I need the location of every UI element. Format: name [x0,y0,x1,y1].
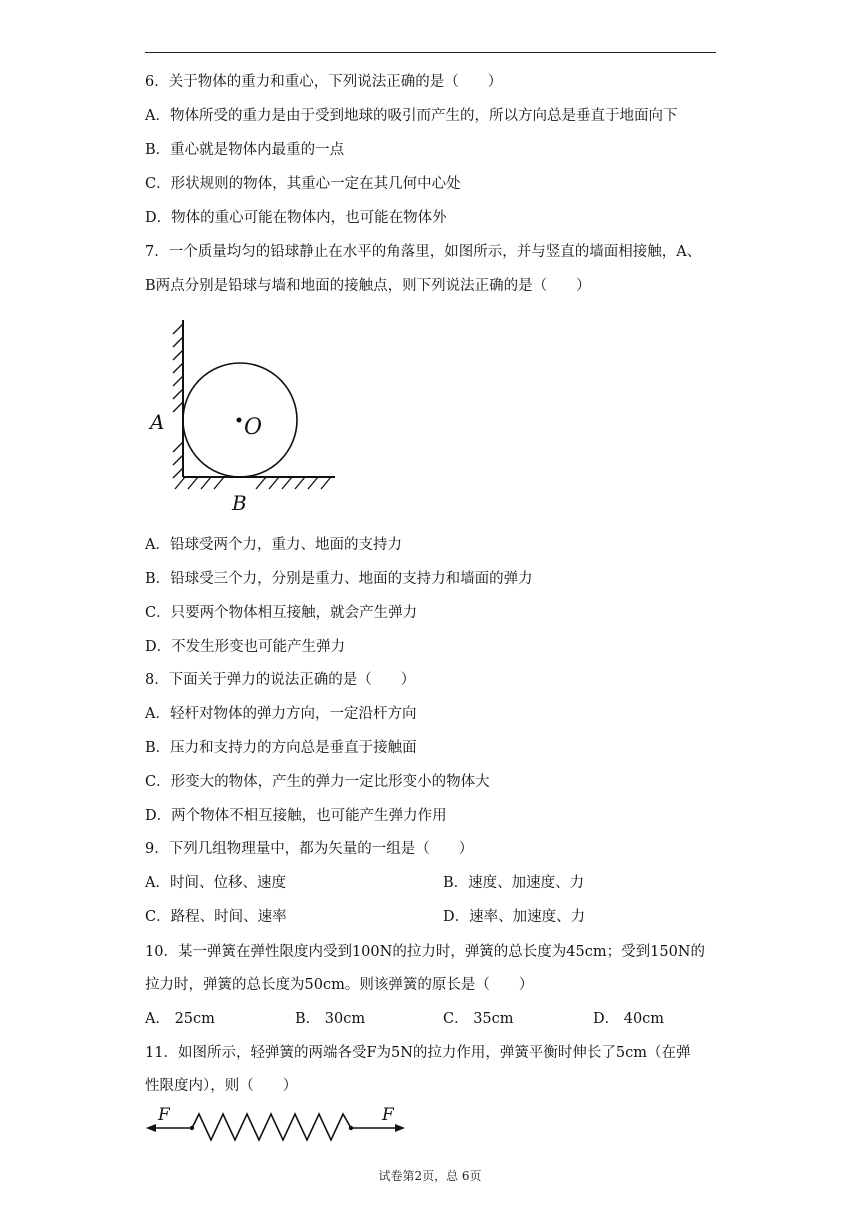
q9-option-a: A．时间、位移、速度 [145,875,286,891]
q11-stem-line1: 11．如图所示，轻弹簧的两端各受F为5N的拉力作用，弹簧平衡时伸长了5cm（在弹 [145,1045,691,1061]
label-f-left: F [158,1105,170,1125]
label-f-right: F [382,1105,394,1125]
header-rule [145,52,716,53]
q7-option-c: C．只要两个物体相互接触，就会产生弹力 [145,605,418,621]
q6-option-b: B．重心就是物体内最重的一点 [145,142,345,158]
q8-stem: 8．下面关于弹力的说法正确的是（ ） [145,672,416,688]
q6-option-d: D．物体的重心可能在物体内，也可能在物体外 [145,210,447,226]
q8-option-c: C．形变大的物体，产生的弹力一定比形变小的物体大 [145,774,490,790]
page-footer: 试卷第2页，总 6页 [378,1169,482,1183]
q10-option-c: C． 35cm [443,1011,514,1027]
q10-option-a: A． 25cm [145,1011,215,1027]
q10-stem-line2: 拉力时，弹簧的总长度为50cm。则该弹簧的原长是（ ） [145,977,534,993]
q10-option-d: D． 40cm [593,1011,665,1027]
q6-option-a: A．物体所受的重力是由于受到地球的吸引而产生的，所以方向总是垂直于地面向下 [145,108,678,124]
q7-stem-line2: B两点分别是铅球与墙和地面的接触点，则下列说法正确的是（ ） [145,278,591,294]
q6-option-c: C．形状规则的物体，其重心一定在其几何中心处 [145,176,461,192]
q8-option-a: A．轻杆对物体的弹力方向，一定沿杆方向 [145,706,417,722]
q7-option-a: A．铅球受两个力，重力、地面的支持力 [145,537,402,553]
q7-option-b: B．铅球受三个力，分别是重力、地面的支持力和墙面的弹力 [145,571,533,587]
q11-spring-figure [144,1102,409,1142]
q9-option-c: C．路程、时间、速率 [145,909,287,925]
q11-stem-line2: 性限度内），则（ ） [145,1078,298,1094]
label-a: A [150,410,165,434]
label-o: O [244,415,263,440]
q10-stem-line1: 10．某一弹簧在弹性限度内受到100N的拉力时，弹簧的总长度为45cm；受到150N的 [145,944,705,960]
q6-stem: 6．关于物体的重力和重心，下列说法正确的是（ ） [145,74,503,90]
q10-option-b: B． 30cm [295,1011,366,1027]
q8-option-b: B．压力和支持力的方向总是垂直于接触面 [145,740,417,756]
q9-option-b: B．速度、加速度、力 [443,875,585,891]
q7-option-d: D．不发生形变也可能产生弹力 [145,639,346,655]
q8-option-d: D．两个物体不相互接触，也可能产生弹力作用 [145,808,447,824]
q9-stem: 9．下列几组物理量中，都为矢量的一组是（ ） [145,841,474,857]
q7-stem-line1: 7．一个质量均匀的铅球静止在水平的角落里，如图所示，并与竖直的墙面相接触，A、 [145,244,702,260]
q9-option-d: D．速率、加速度、力 [443,909,586,925]
q7-ball-corner-figure [140,312,350,517]
label-b: B [232,491,247,515]
